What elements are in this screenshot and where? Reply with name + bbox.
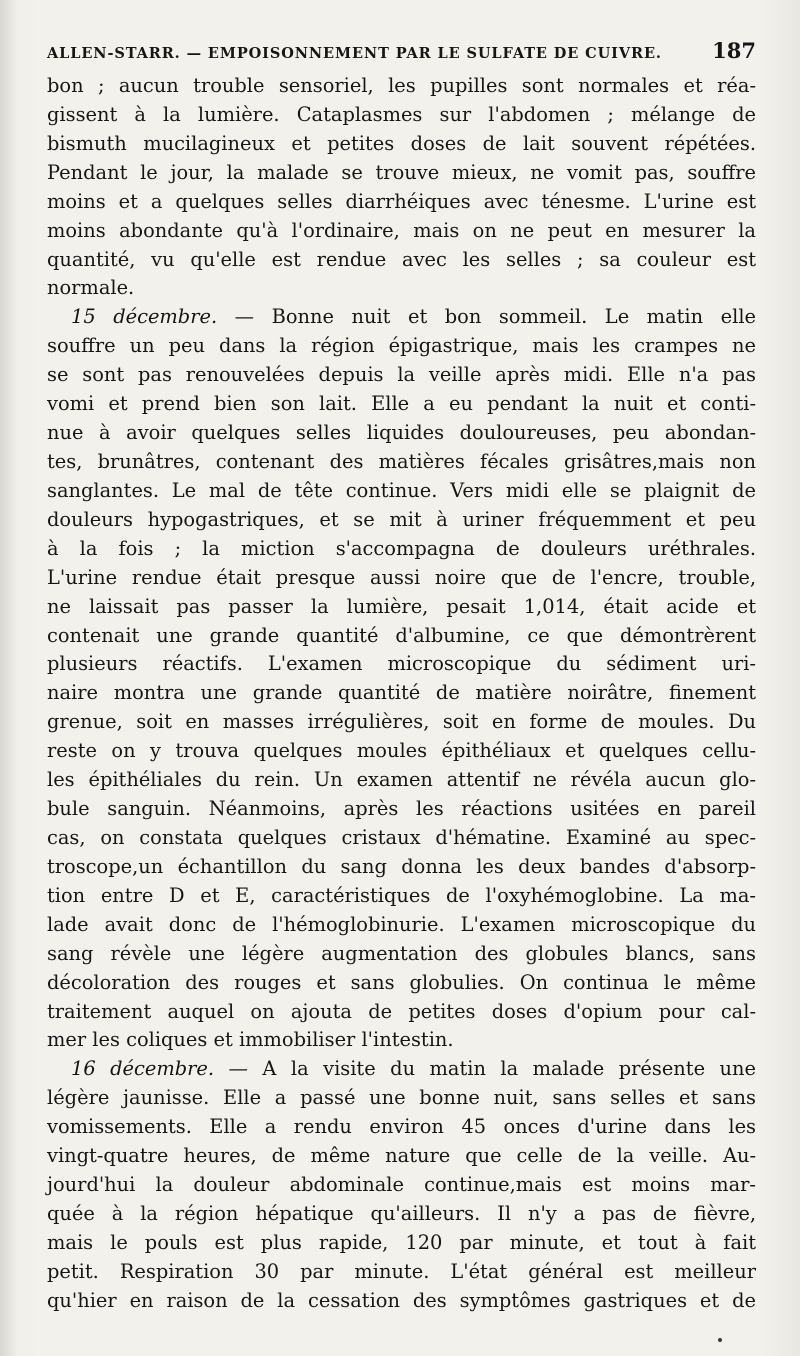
text-line <box>47 650 756 679</box>
line-text: sanglantes. Le mal de tête continue. Vers midi elle se plaignit de <box>47 478 756 502</box>
text-line <box>47 737 756 766</box>
text-line <box>47 593 756 622</box>
line-text: troscope,un échantillon du sang donna les deux bandes d'absorp- <box>47 854 756 878</box>
text-line <box>47 969 756 998</box>
print-speck <box>718 1338 722 1342</box>
text-line <box>47 159 756 188</box>
text-line <box>47 1287 756 1316</box>
text-line <box>47 1229 756 1258</box>
line-text: traitement auquel on ajouta de petites doses d'opium pour cal- <box>47 999 756 1023</box>
text-line <box>47 361 756 390</box>
line-text: tion entre D et E, caractéristiques de l'oxyhémoglobine. La ma- <box>47 883 756 907</box>
line-text: légère jaunisse. Elle a passé une bonne nuit, sans selles et sans <box>47 1086 756 1110</box>
dated-entry-line <box>47 303 756 332</box>
line-text: bon ; aucun trouble sensoriel, les pupilles sont normales et réa- <box>47 74 756 97</box>
line-text: quantité, vu qu'elle est rendue avec les selles ; sa couleur est <box>47 247 756 271</box>
line-text: petit. Respiration 30 par minute. L'état général est meilleur <box>47 1259 756 1283</box>
line-text: vomissements. Elle a rendu environ 45 onces d'urine dans les <box>47 1115 756 1139</box>
line-text: gissent à la lumière. Cataplasmes sur l'abdomen ; mélange de <box>47 102 756 126</box>
line-text: grenue, soit en masses irrégulières, soit en forme de moules. Du <box>47 710 756 734</box>
text-line <box>47 882 756 911</box>
text-line <box>47 679 756 708</box>
line-text: Pendant le jour, la malade se trouve mieux, ne vomit pas, souffre <box>47 160 756 184</box>
line-text: tes, brunâtres, contenant des matières fécales grisâtres,mais non <box>47 449 756 473</box>
line-text: quée à la région hépatique qu'ailleurs. Il n'y a pas de fièvre, <box>47 1201 756 1225</box>
text-line <box>47 911 756 940</box>
text-line <box>47 72 756 101</box>
line-text: nue à avoir quelques selles liquides douloureuses, peu abondan- <box>47 421 756 445</box>
line-text: les épithéliales du rein. Un examen attentif ne révéla aucun glo- <box>47 768 756 792</box>
text-line <box>47 824 756 853</box>
text-line <box>47 1142 756 1171</box>
line-text: — A la visite du matin la malade présente une <box>214 1057 756 1081</box>
running-head-title: ALLEN-STARR. — EMPOISONNEMENT PAR LE SULFATE DE CUIVRE. <box>47 45 662 62</box>
text-line <box>47 130 756 159</box>
text-line <box>47 998 756 1027</box>
line-text: vingt-quatre heures, de même nature que celle de la veille. Au- <box>47 1144 756 1168</box>
line-text: souffre un peu dans la région épigastrique, mais les crampes ne <box>47 334 756 358</box>
text-line <box>47 419 756 448</box>
body-text <box>47 72 756 1316</box>
line-text: cas, on constata quelques cristaux d'hématine. Examiné au spec- <box>47 825 756 849</box>
line-text: mer les coliques et immobiliser l'intestin. <box>47 1028 454 1052</box>
line-text: — Bonne nuit et bon sommeil. Le matin elle <box>217 305 756 329</box>
text-line <box>47 332 756 361</box>
text-line <box>47 390 756 419</box>
text-line <box>47 1258 756 1287</box>
text-line <box>47 535 756 564</box>
line-text: bule sanguin. Néanmoins, après les réactions usitées en pareil <box>47 797 756 821</box>
text-line <box>47 506 756 535</box>
text-line <box>47 795 756 824</box>
text-line <box>47 853 756 882</box>
text-line <box>47 622 756 651</box>
line-text: jourd'hui la douleur abdominale continue,mais est moins mar- <box>47 1173 756 1197</box>
line-text: naire montra une grande quantité de matière noirâtre, finement <box>47 681 756 705</box>
line-text: lade avait donc de l'hémoglobinurie. L'examen microscopique du <box>47 912 756 936</box>
line-text: sang révèle une légère augmentation des globules blancs, sans <box>47 941 756 965</box>
page-number: 187 <box>712 38 756 63</box>
entry-date: 16 décembre. <box>71 1057 215 1081</box>
text-line <box>47 477 756 506</box>
text-line <box>47 217 756 246</box>
text-line <box>47 1113 756 1142</box>
line-text: mais le pouls est plus rapide, 120 par minute, et tout à fait <box>47 1230 756 1254</box>
text-line <box>47 188 756 217</box>
text-line <box>47 274 756 303</box>
dated-entry-line <box>47 1055 756 1084</box>
running-head <box>47 38 756 68</box>
line-text: plusieurs réactifs. L'examen microscopique du sédiment uri- <box>47 652 756 676</box>
line-text: à la fois ; la miction s'accompagna de douleurs uréthrales. <box>47 536 756 560</box>
line-text: contenait une grande quantité d'albumine, ce que démontrèrent <box>47 623 756 647</box>
line-text: moins et a quelques selles diarrhéiques avec ténesme. L'urine est <box>47 189 756 213</box>
line-text: L'urine rendue était presque aussi noire que de l'encre, trouble, <box>47 565 756 589</box>
text-line <box>47 766 756 795</box>
line-text: bismuth mucilagineux et petites doses de lait souvent répétées. <box>47 131 756 155</box>
text-line <box>47 564 756 593</box>
text-line <box>47 1084 756 1113</box>
text-line <box>47 1200 756 1229</box>
line-text: moins abondante qu'à l'ordinaire, mais on ne peut en mesurer la <box>47 218 756 242</box>
text-line <box>47 708 756 737</box>
line-text: reste on y trouva quelques moules épithéliaux et quelques cellu- <box>47 739 756 763</box>
line-text: se sont pas renouvelées depuis la veille après midi. Elle n'a pas <box>47 363 756 387</box>
line-text: vomi et prend bien son lait. Elle a eu pendant la nuit et conti- <box>47 392 756 416</box>
text-line <box>47 101 756 130</box>
line-text: décoloration des rouges et sans globulies. On continua le même <box>47 970 756 994</box>
line-text: ne laissait pas passer la lumière, pesait 1,014, était acide et <box>47 594 756 618</box>
text-line <box>47 448 756 477</box>
entry-date: 15 décembre. <box>71 305 218 329</box>
text-line <box>47 246 756 275</box>
text-line <box>47 1026 756 1055</box>
line-text: normale. <box>47 276 135 300</box>
text-line <box>47 940 756 969</box>
line-text: qu'hier en raison de la cessation des symptômes gastriques et de <box>47 1288 756 1312</box>
text-line <box>47 1171 756 1200</box>
line-text: douleurs hypogastriques, et se mit à uriner fréquemment et peu <box>47 507 756 531</box>
